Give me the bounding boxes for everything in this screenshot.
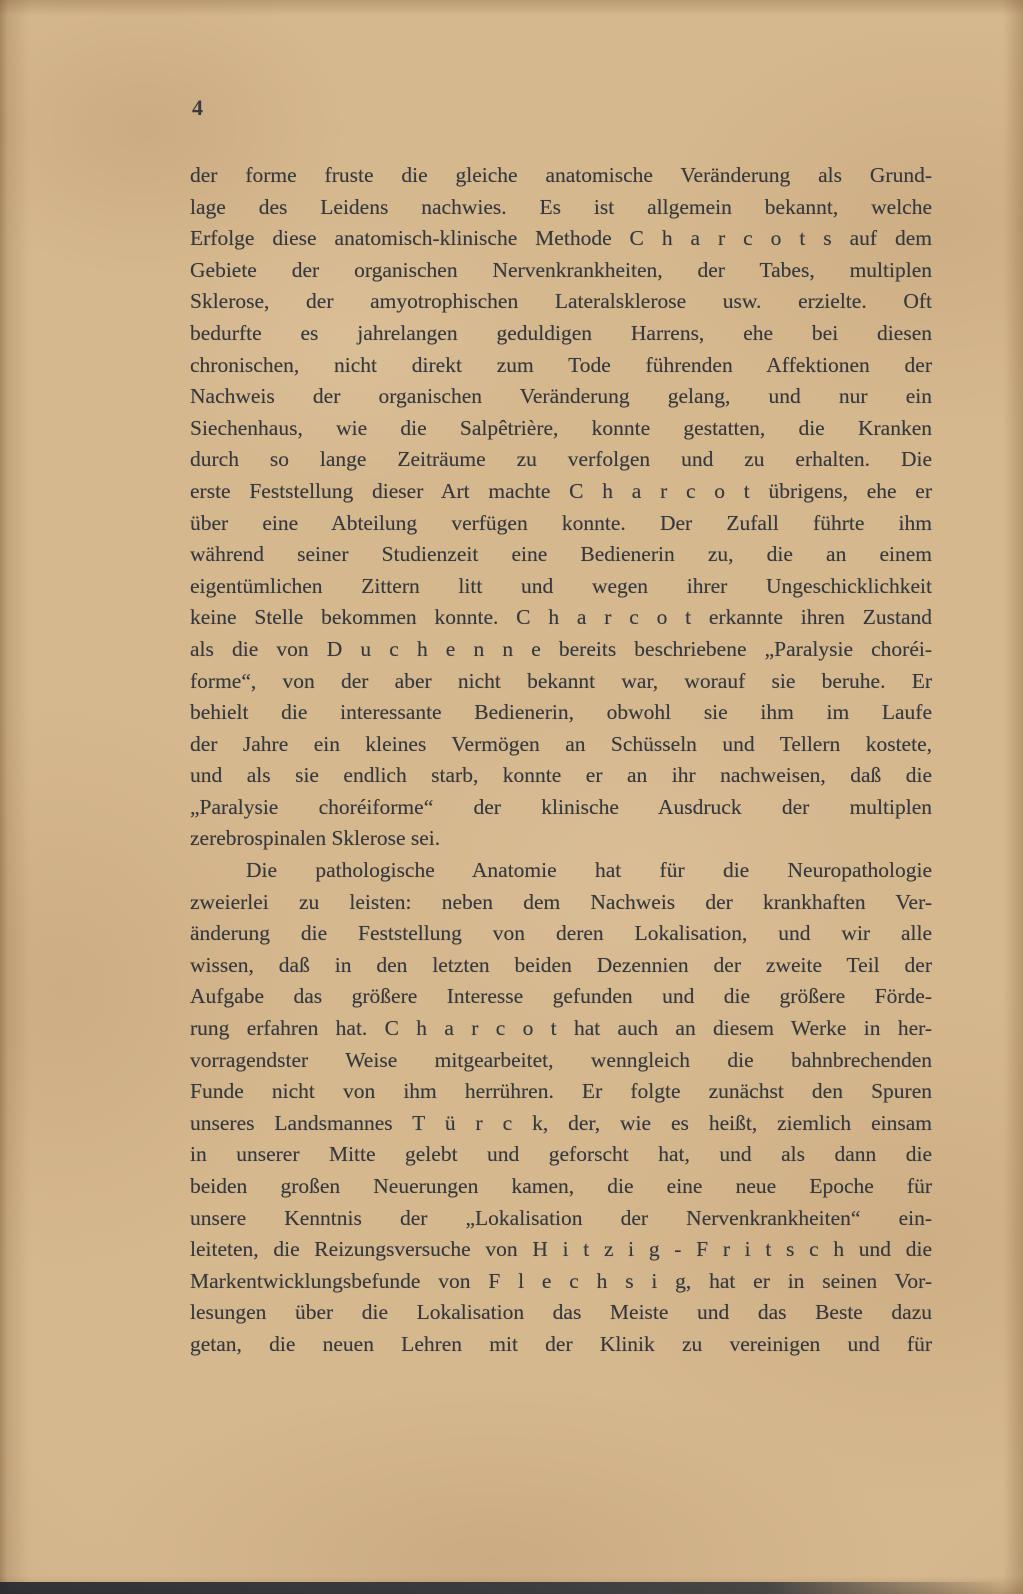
text-line: Gebiete der organischen Nervenkrankheiten, der Tabes, multiplen (190, 257, 932, 282)
text-line: wissen, daß in den letzten beiden Dezennien der zweite Teil der (190, 952, 932, 977)
text-line: rung erfahren hat. C h a r c o t hat auch an diesem Werke in her- (190, 1016, 932, 1041)
text-line: Sklerose, der amyotrophischen Lateralsklerose usw. erzielte. Oft (190, 289, 932, 314)
text-line: getan, die neuen Lehren mit der Klinik zu vereinigen und für (190, 1331, 932, 1356)
text-line: lage des Leidens nachwies. Es ist allgemein bekannt, welche (190, 194, 932, 219)
text-line: der forme fruste die gleiche anatomische Veränderung als Grund- (190, 163, 932, 187)
text-line: chronischen, nicht direkt zum Tode führenden Affektionen der (190, 352, 932, 377)
text-line: vorragendster Weise mitgearbeitet, wenngleich die bahnbrechenden (190, 1047, 932, 1072)
text-line: Erfolge diese anatomisch-klinische Methode C h a r c o t s auf dem (190, 226, 932, 251)
text-line: Funde nicht von ihm herrühren. Er folgte zunächst den Spuren (190, 1079, 932, 1104)
text-line: forme“, von der aber nicht bekannt war, worauf sie beruhe. Er (190, 668, 932, 693)
text-line: bedurfte es jahrelangen geduldigen Harrens, ehe bei diesen (190, 320, 932, 345)
text-line: über eine Abteilung verfügen konnte. Der Zufall führte ihm (190, 510, 932, 535)
text-line: während seiner Studienzeit eine Bedienerin zu, die an einem (190, 542, 932, 567)
text-line: Aufgabe das größere Interesse gefunden und die größere Förde- (190, 984, 932, 1009)
text-line: eigentümlichen Zittern litt und wegen ihrer Ungeschicklichkeit (190, 573, 932, 598)
text-line: keine Stelle bekommen konnte. C h a r c o t erkannte ihren Zustand (190, 605, 932, 630)
text-line: zerebrospinalen Sklerose sei. (190, 826, 441, 851)
body-text (190, 160, 932, 1361)
text-line: Nachweis der organischen Veränderung gelang, und nur ein (190, 384, 932, 409)
text-line: „Paralysie choréiforme“ der klinische Ausdruck der multiplen (190, 794, 932, 819)
text-line: Markentwicklungsbefunde von F l e c h s i g, hat er in seinen Vor- (190, 1268, 932, 1293)
text-line: erste Feststellung dieser Art machte C h a r c o t übrigens, ehe er (190, 478, 932, 503)
text-line: Die pathologische Anatomie hat für die Neuropathologie (246, 858, 932, 883)
text-line: Siechenhaus, wie die Salpêtrière, konnte gestatten, die Kranken (190, 415, 932, 440)
text-line: unseres Landsmannes T ü r c k, der, wie es heißt, ziemlich einsam (190, 1110, 932, 1135)
text-line: beiden großen Neuerungen kamen, die eine neue Epoche für (190, 1174, 932, 1198)
page-number: 4 (192, 95, 204, 120)
text-line: änderung die Feststellung von deren Lokalisation, und wir alle (190, 921, 932, 946)
text-line: lesungen über die Lokalisation das Meiste und das Beste dazu (190, 1300, 932, 1325)
text-line: durch so lange Zeiträume zu verfolgen und zu erhalten. Die (190, 447, 932, 472)
text-line: und als sie endlich starb, konnte er an ihr nachweisen, daß die (190, 763, 932, 788)
scan-edge (0, 1582, 1023, 1594)
text-line: behielt die interessante Bedienerin, obwohl sie ihm im Laufe (190, 700, 932, 725)
text-line: als die von D u c h e n n e bereits beschriebene „Paralysie choréi- (190, 636, 932, 661)
text-line: unsere Kenntnis der „Lokalisation der Nervenkrankheiten“ ein- (190, 1205, 932, 1230)
text-line: zweierlei zu leisten: neben dem Nachweis der krankhaften Ver- (190, 889, 932, 914)
text-line: der Jahre ein kleines Vermögen an Schüsseln und Tellern kostete, (190, 731, 932, 756)
text-line: leiteten, die Reizungsversuche von H i t z i g - F r i t s c h und die (190, 1237, 932, 1262)
text-line: in unserer Mitte gelebt und geforscht hat, und als dann die (190, 1142, 932, 1167)
